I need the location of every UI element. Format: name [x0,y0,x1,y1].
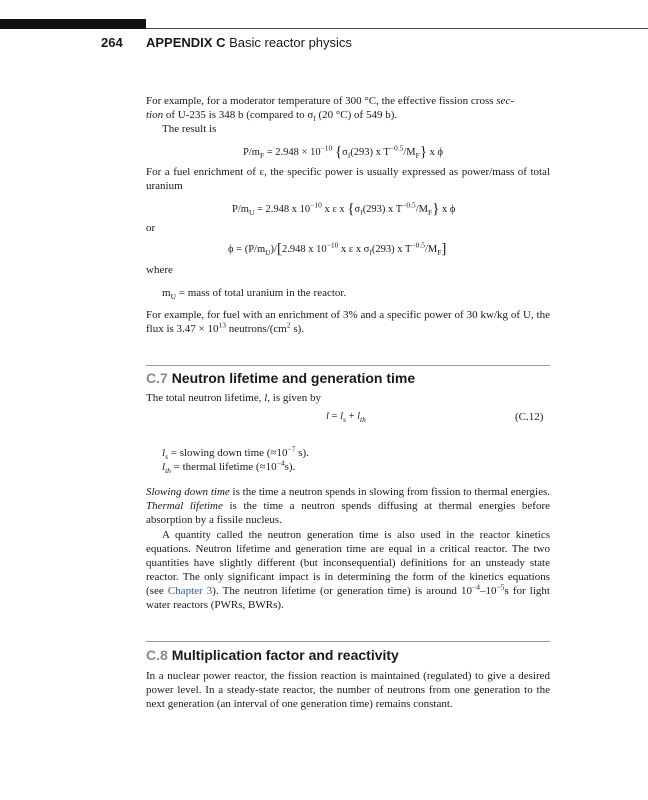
equation-specific-power-fuel: $P/m_F = 2.948 \times 10^{-10}$ {$\sigma_f(293)$ x $T^{-0.5}/M_F$} x ϕ [243,143,444,161]
equation-number: (C.12) [515,411,544,423]
definition-slowing-down-time: $l_s$ = slowing down time ($\approx 10^{-7}$ s). [162,444,309,462]
paragraph-multiplication-factor: In a nuclear power reactor, the fission reaction is maintained (regulated) to give a desired power level. In a steady-state reactor, the number of neutrons from one generation to the next generation (an interval of one generation time) remains constant. [146,670,550,710]
equation-specific-power-uranium: $P/m_U = 2.948$ x $10^{-10}$ x ε x {$\sigma_f(293)$ x $T^{-0.5}/M_F$} x ϕ [232,200,456,218]
equation-flux: $\phi = (P/m_U)/[2.948$ x $10^{-10}$ x ε x $\sigma_f(293)$ x $T^{-0.5}/M_F$] [228,240,447,258]
chapter-3-link[interactable]: Chapter 3 [167,585,213,597]
equation-lifetime: $l = l_s + l_{th}$ [326,411,366,425]
paragraph-flux-example: For example, for fuel with an enrichment of 3% and a specific power of 30 kw/kg of U, the flux is $3.47 \times 10^{13}$ neutrons/($cm^2$ s). [146,309,550,335]
where-label: where [146,264,173,276]
section-rule-c7 [146,365,550,366]
definition-mu: $m_U$ = mass of total uranium in the reactor. [162,287,347,302]
appendix-title: Basic reactor physics [229,35,352,50]
paragraph-slowing-down: Slowing down time is the time a neutron spends in slowing from fission to thermal energies. Thermal lifetime is the time a neutron spends diffusing at thermal energies before absorption by a fissile nucleus. [146,486,550,526]
definition-thermal-lifetime: $l_{th}$ = thermal lifetime $(\approx 10^{-4}s)$. [162,458,296,476]
paragraph-moderator-example: For example, for a moderator temperature of 300 °C, the effective fission cross sec- tion of U-235 is 348 b (compared to $\sigma_f$ (20 °C) of 549 b). [146,95,514,124]
result-intro: The result is [162,123,217,135]
or-label: or [146,222,156,234]
running-head [146,35,352,50]
paragraph-generation-time: A quantity called the neutron generation time is also used in the reactor kinetics equations. Neutron lifetime and generation time are equal in a critical reactor. The two quantities have slightly different (but inconsequential) definitions for an unsteady state reactor. The only significant impact is in determining the form of the kinetics equations (see Chapter 3). The neutron lifetime (or generation time) is around $10^{-4}-10^{-5}s$ for light water reactors (PWRs, BWRs). [146,529,550,611]
header-bar [0,19,146,29]
paragraph-enrichment: For a fuel enrichment of ε, the specific power is usually expressed as power/mass of total uranium [146,166,550,192]
lifetime-intro: The total neutron lifetime, l, is given by [146,392,322,404]
section-heading-c8: C.8 Multiplication factor and reactivity [146,647,399,663]
section-heading-c7: C.7 Neutron lifetime and generation time [146,370,416,386]
header-rule [146,28,648,29]
section-rule-c8 [146,641,550,642]
appendix-label: APPENDIX C [146,35,226,50]
page-number: 264 [101,35,123,50]
